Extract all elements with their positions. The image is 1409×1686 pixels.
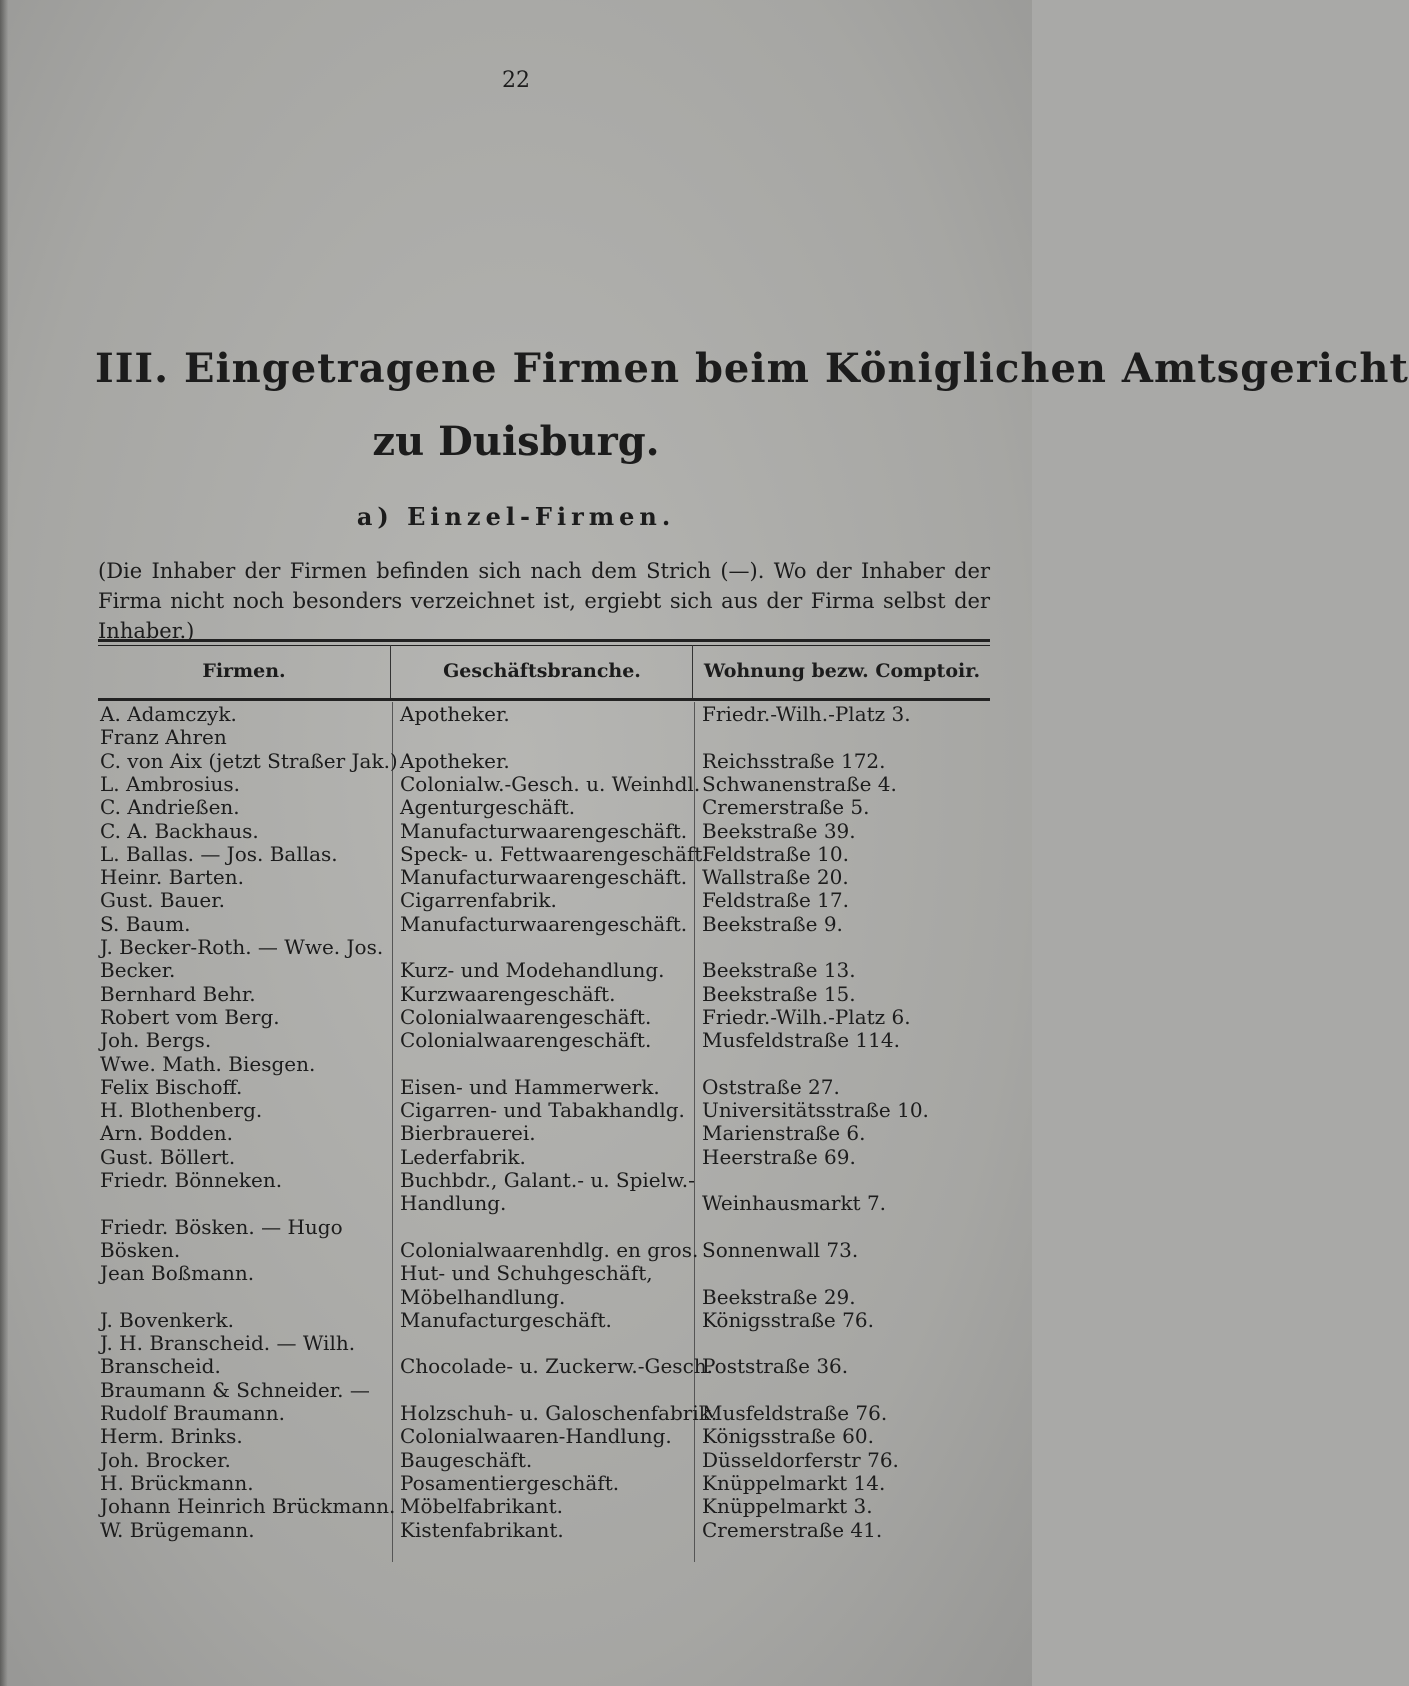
business-branch: Manufacturwaarengeschäft.	[400, 818, 688, 843]
business-branch: Eisen- und Hammerwerk.	[400, 1074, 660, 1099]
firm-name: Johann Heinrich Brückmann.	[100, 1494, 396, 1519]
firm-name: Friedr. Bönneken.	[100, 1168, 283, 1192]
firm-name: Braumann & Schneider. —	[100, 1377, 370, 1402]
address: Universitätsstraße 10.	[702, 1098, 929, 1123]
business-branch: Holzschuh- u. Galoschenfabrik.	[400, 1401, 718, 1425]
business-branch: Apotheker.	[400, 702, 510, 726]
address: Knüppelmarkt 14.	[702, 1470, 886, 1495]
business-branch: Baugeschäft.	[400, 1447, 533, 1472]
firm-name: Bernhard Behr.	[100, 981, 256, 1006]
column-header-firms: Firmen.	[202, 660, 286, 682]
firm-name: Gust. Bauer.	[100, 888, 225, 913]
address: Friedr.-Wilh.-Platz 3.	[702, 702, 911, 726]
address: Oststraße 27.	[702, 1074, 840, 1099]
firm-name: C. Andrießen.	[100, 795, 240, 820]
address: Weinhausmarkt 7.	[702, 1191, 887, 1216]
address: Feldstraße 17.	[702, 888, 849, 913]
business-branch: Kistenfabrikant.	[400, 1517, 564, 1542]
address: Sonnenwall 73.	[702, 1237, 859, 1262]
address: Beekstraße 39.	[702, 818, 856, 843]
address: Beekstraße 13.	[702, 958, 856, 983]
firm-name: L. Ballas. — Jos. Ballas.	[100, 841, 338, 866]
business-branch: Manufacturwaarengeschäft.	[400, 865, 688, 890]
address: Königsstraße 76.	[702, 1307, 874, 1332]
business-branch: Cigarrenfabrik.	[400, 888, 557, 913]
address: Heerstraße 69.	[702, 1144, 856, 1169]
address: Cremerstraße 5.	[702, 795, 870, 820]
firm-name: C. A. Backhaus.	[100, 818, 259, 843]
address: Königsstraße 60.	[702, 1424, 874, 1449]
firm-name: J. Bovenkerk.	[100, 1307, 234, 1332]
business-branch: Handlung.	[400, 1191, 507, 1216]
business-branch: Manufacturwaarengeschäft.	[400, 911, 688, 936]
column-header-address: Wohnung bezw. Comptoir.	[703, 660, 981, 682]
column-divider	[694, 702, 695, 1562]
business-branch: Posamentiergeschäft.	[400, 1470, 620, 1495]
page-edge	[0, 0, 8, 1686]
firm-name: Bösken.	[100, 1237, 181, 1262]
business-branch: Lederfabrik.	[400, 1144, 526, 1169]
firm-name: Branscheid.	[100, 1354, 221, 1379]
firm-name: S. Baum.	[100, 911, 191, 936]
business-branch: Manufacturgeschäft.	[400, 1307, 612, 1332]
firm-name: Wwe. Math. Biesgen.	[100, 1051, 316, 1076]
address: Musfeldstraße 76.	[702, 1401, 888, 1425]
firm-name: Becker.	[100, 958, 176, 983]
business-branch: Kurzwaarengeschäft.	[400, 981, 616, 1006]
firm-name: H. Blothenberg.	[100, 1098, 263, 1123]
business-branch: Möbelhandlung.	[400, 1284, 566, 1309]
business-branch: Colonialwaarenhdlg. en gros.	[400, 1237, 699, 1262]
firm-name: Rudolf Braumann.	[100, 1401, 286, 1425]
firm-name: Robert vom Berg.	[100, 1004, 280, 1029]
section-heading: a) Einzel-Firmen.	[356, 502, 676, 531]
firm-name: L. Ambrosius.	[100, 771, 240, 796]
address: Marienstraße 6.	[702, 1121, 866, 1146]
firm-name: H. Brückmann.	[100, 1470, 254, 1495]
address: Knüppelmarkt 3.	[702, 1494, 873, 1519]
business-branch: Möbelfabrikant.	[400, 1494, 563, 1519]
page-title: III. Eingetragene Firmen beim Königlichen Amtsgericht	[95, 345, 1409, 392]
firm-name: Arn. Bodden.	[100, 1121, 234, 1146]
business-branch: Colonialwaaren-Handlung.	[400, 1424, 672, 1449]
address: Musfeldstraße 114.	[702, 1028, 900, 1053]
address: Düsseldorferstr 76.	[702, 1447, 899, 1472]
business-branch: Cigarren- und Tabakhandlg.	[400, 1098, 685, 1123]
business-branch: Chocolade- u. Zuckerw.-Gesch.	[400, 1354, 714, 1379]
address: Feldstraße 10.	[702, 841, 849, 866]
firm-name: Gust. Böllert.	[100, 1144, 236, 1169]
firm-name: Franz Ahren	[100, 725, 227, 750]
header-divider	[692, 645, 693, 698]
table-top-rule	[98, 639, 990, 646]
address: Poststraße 36.	[702, 1354, 849, 1379]
address: Friedr.-Wilh.-Platz 6.	[702, 1004, 911, 1029]
firm-name: W. Brügemann.	[100, 1517, 255, 1542]
address: Cremerstraße 41.	[702, 1517, 883, 1542]
address: Beekstraße 15.	[702, 981, 856, 1006]
firm-name: Joh. Brocker.	[100, 1447, 231, 1472]
firm-name: C. von Aix (jetzt Straßer Jak.)	[100, 748, 398, 773]
business-branch: Apotheker.	[400, 748, 510, 773]
table-header-rule	[98, 698, 990, 701]
page-number: 22	[502, 68, 530, 93]
column-divider	[392, 702, 393, 1562]
firm-name: A. Adamczyk.	[100, 702, 237, 726]
address: Reichsstraße 172.	[702, 748, 886, 773]
explanatory-note: (Die Inhaber der Firmen befinden sich nach dem Strich (—). Wo der Inhaber der Firma nicht noch besonders verzeichnet ist, ergiebt sich aus der Firma selbst der Inhaber.)	[98, 559, 990, 643]
page-title-line-2: zu Duisburg.	[372, 418, 660, 465]
address: Beekstraße 29.	[702, 1284, 856, 1309]
business-branch: Bierbrauerei.	[400, 1121, 536, 1146]
address: Schwanenstraße 4.	[702, 771, 897, 796]
firm-name: J. H. Branscheid. — Wilh.	[100, 1331, 356, 1356]
business-branch: Hut- und Schuhgeschäft,	[400, 1261, 653, 1286]
business-branch: Colonialwaarengeschäft.	[400, 1028, 652, 1053]
business-branch: Colonialwaarengeschäft.	[400, 1004, 652, 1029]
business-branch: Agenturgeschäft.	[400, 795, 576, 820]
firm-name: Felix Bischoff.	[100, 1074, 243, 1099]
firm-name: Friedr. Bösken. — Hugo	[100, 1214, 343, 1239]
firm-name: Herm. Brinks.	[100, 1424, 243, 1449]
business-branch: Kurz- und Modehandlung.	[400, 958, 665, 983]
business-branch: Speck- u. Fettwaarengeschäft.	[400, 841, 709, 866]
firm-name: Jean Boßmann.	[100, 1261, 255, 1286]
address: Wallstraße 20.	[702, 865, 849, 890]
address: Beekstraße 9.	[702, 911, 843, 936]
firm-name: Joh. Bergs.	[100, 1028, 212, 1053]
firm-name: J. Becker-Roth. — Wwe. Jos.	[100, 935, 384, 959]
business-branch: Buchbdr., Galant.- u. Spielw.-	[400, 1168, 695, 1192]
business-branch: Colonialw.-Gesch. u. Weinhdl.	[400, 771, 701, 796]
firm-name: Heinr. Barten.	[100, 865, 244, 890]
column-header-branch: Geschäftsbranche.	[443, 660, 641, 682]
header-divider	[390, 645, 391, 698]
